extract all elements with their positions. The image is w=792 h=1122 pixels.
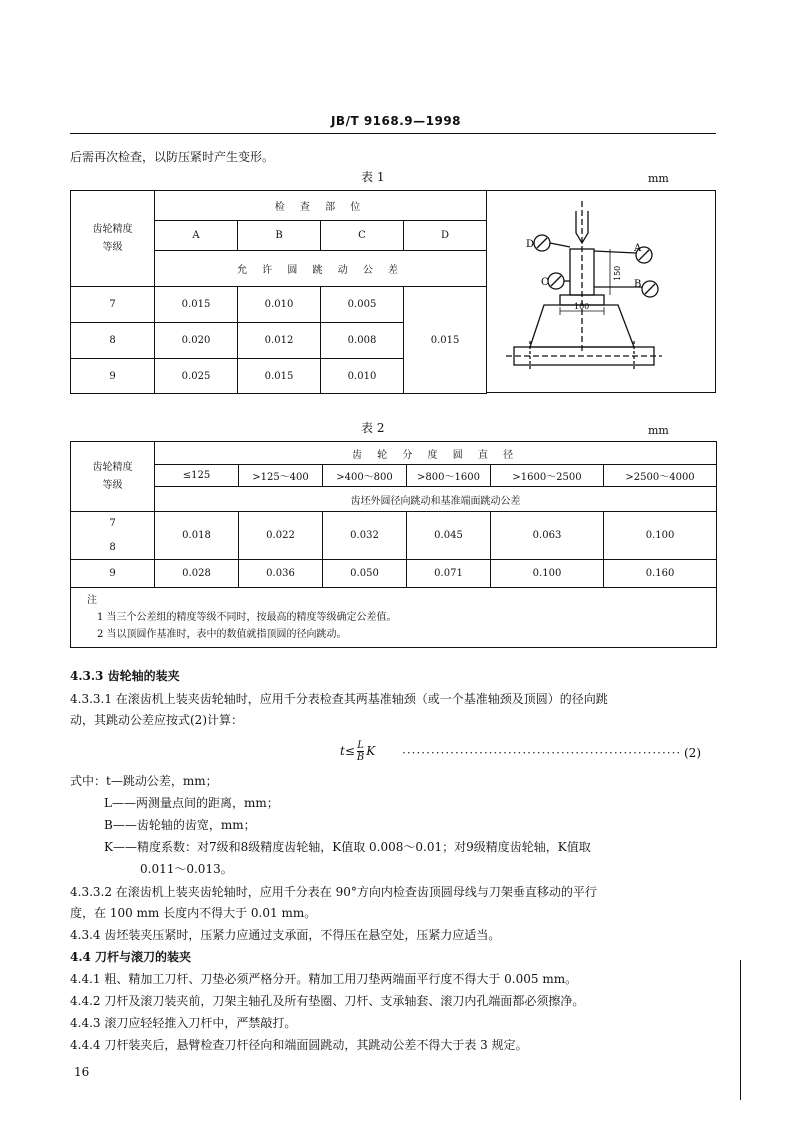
table2-range: >800～1600 [407,465,491,487]
para-4-3-3-1-line2: 动，其跳动公差应按式(2)计算： [70,713,243,727]
table1-group-header: 检 查 部 位 [155,191,487,221]
standard-header: JB/T 9168.9—1998 [330,114,462,128]
table1-value-cell: 0.010 [238,287,321,323]
header-rule [70,133,716,134]
table1-value-cell: 0.012 [238,323,321,359]
para-4-3-3-2-line2: 度，在 100 mm 长度内不得大于 0.01 mm。 [70,906,317,920]
para-4-4-3: 4.4.3 滚刀应轻轻推入刀杆中，严禁敲打。 [70,1016,297,1030]
table1-value-cell: 0.008 [321,323,404,359]
table2-grade-cell: 9 [71,560,155,588]
table-row [71,560,717,588]
table1-value-cell: 0.020 [155,323,238,359]
note-item: 2 当以顶圆作基准时，表中的数值就指顶圆的径向跳动。 [97,629,347,640]
formula-leader: ·························································· [402,746,682,760]
table2-group-header: 齿 轮 分 度 圆 直 径 [155,442,717,465]
table2-value-cell: 0.100 [604,512,717,560]
table1-grade-cell: 7 [71,287,155,323]
where-line: 式中：t—跳动公差，mm； [70,774,218,788]
table2-value-cell: 0.036 [239,560,323,588]
table2-value-cell: 0.032 [323,512,407,560]
table2-value-cell: 0.071 [407,560,491,588]
table2-notes [71,588,717,648]
para-4-3-4: 4.3.4 齿坯装夹压紧时，压紧力应通过支承面，不得压在悬空处，压紧力应适当。 [70,928,501,942]
table1-value-cell: 0.015 [238,359,321,394]
table2-value-cell: 0.100 [491,560,604,588]
table1-d-value: 0.015 [404,287,487,394]
table-row [71,512,717,536]
intro-text: 后需再次检查，以防压紧时产生变形。 [70,150,275,164]
measurement-figure [486,190,716,393]
table2-range: ≤125 [155,465,239,487]
table1-pos-b: B [238,221,321,251]
table2-value-cell: 0.018 [155,512,239,560]
para-4-4-1: 4.4.1 粗、精加工刀杆、刀垫必须严格分开。精加工用刀垫两端面平行度不得大于 0.005 mm。 [70,972,578,986]
table2-range: >1600～2500 [491,465,604,487]
margin-rule [740,960,741,1100]
table1-pos-d: D [404,221,487,251]
table1-tolerance-header: 允 许 圆 跳 动 公 差 [155,251,487,287]
note-item: 1 当三个公差组的精度等级不同时，按最高的精度等级确定公差值。 [97,612,397,623]
table1-grade-header: 齿轮精度 等级 [71,191,155,287]
table1 [70,190,487,394]
table2-value-cell: 0.028 [155,560,239,588]
table2-tolerance-header: 齿坯外圆径向跳动和基准端面跳动公差 [155,487,717,512]
table2-range: >400～800 [323,465,407,487]
table2-unit: mm [648,424,669,437]
table2-value-cell: 0.160 [604,560,717,588]
figure-dim-100: 100 [574,302,590,311]
figure-label-d: D [526,239,535,250]
para-4-4-4: 4.4.4 刀杆装夹后，悬臂检查刀杆径向和端面圆跳动，其跳动公差不得大于表 3 规定。 [70,1038,528,1052]
table2-grade-cell: 8 [71,536,155,560]
table1-value-cell: 0.015 [155,287,238,323]
table1-pos-c: C [321,221,404,251]
section-4-3-3: 4.3.3 齿轮轴的装夹 [70,669,180,683]
table2-value-cell: 0.022 [239,512,323,560]
table2-value-cell: 0.063 [491,512,604,560]
def-k-line2: 0.011～0.013。 [140,862,233,876]
notes-title: 注 [87,595,97,606]
table1-value-cell: 0.010 [321,359,404,394]
formula: t≤ $\frac{L}{B}$ K [340,740,376,763]
table1-value-cell: 0.005 [321,287,404,323]
figure-label-b: B [634,279,642,290]
table2-range: >125～400 [239,465,323,487]
table-row [71,287,487,323]
figure-label-a: A [634,243,642,254]
table1-grade-cell: 9 [71,359,155,394]
para-4-3-3-2-line1: 4.3.3.2 在滚齿机上装夹齿轮轴时，应用千分表在 90°方向内检查齿顶圆母线与刀架垂直移动的平行 [70,885,597,899]
table1-grade-cell: 8 [71,323,155,359]
table2-value-cell: 0.045 [407,512,491,560]
table1-caption: 表 1 [361,170,385,184]
table1-value-cell: 0.025 [155,359,238,394]
table2-value-cell: 0.050 [323,560,407,588]
table1-pos-a: A [155,221,238,251]
table2 [70,441,717,648]
formula-number: (2) [684,746,701,760]
section-4-4: 4.4 刀杆与滚刀的装夹 [70,950,192,964]
page-number: 16 [74,1065,90,1079]
figure-dim-150: 150 [613,265,622,281]
para-4-4-2: 4.4.2 刀杆及滚刀装夹前，刀架主轴孔及所有垫圈、刀杆、支承轴套、滚刀内孔端面都必须擦净。 [70,994,585,1008]
figure-label-c: C [541,277,549,288]
fixture-diagram [486,191,715,392]
table2-range: >2500～4000 [604,465,717,487]
def-k-line1: K——精度系数：对7级和8级精度齿轮轴，K值取 0.008～0.01；对9级精度齿轮轴，K值取 [104,840,591,854]
para-4-3-3-1-line1: 4.3.3.1 在滚齿机上装夹齿轮轴时，应用千分表检查其两基准轴颈（或一个基准轴颈及顶圆）的径向跳 [70,692,608,706]
table2-caption: 表 2 [361,421,385,435]
def-l: L——两测量点间的距离，mm； [104,796,279,810]
table2-grade-header: 齿轮精度 等级 [71,442,155,512]
table2-grade-cell: 7 [71,512,155,536]
table1-unit: mm [648,172,669,185]
def-b: B——齿轮轴的齿宽，mm； [104,818,256,832]
